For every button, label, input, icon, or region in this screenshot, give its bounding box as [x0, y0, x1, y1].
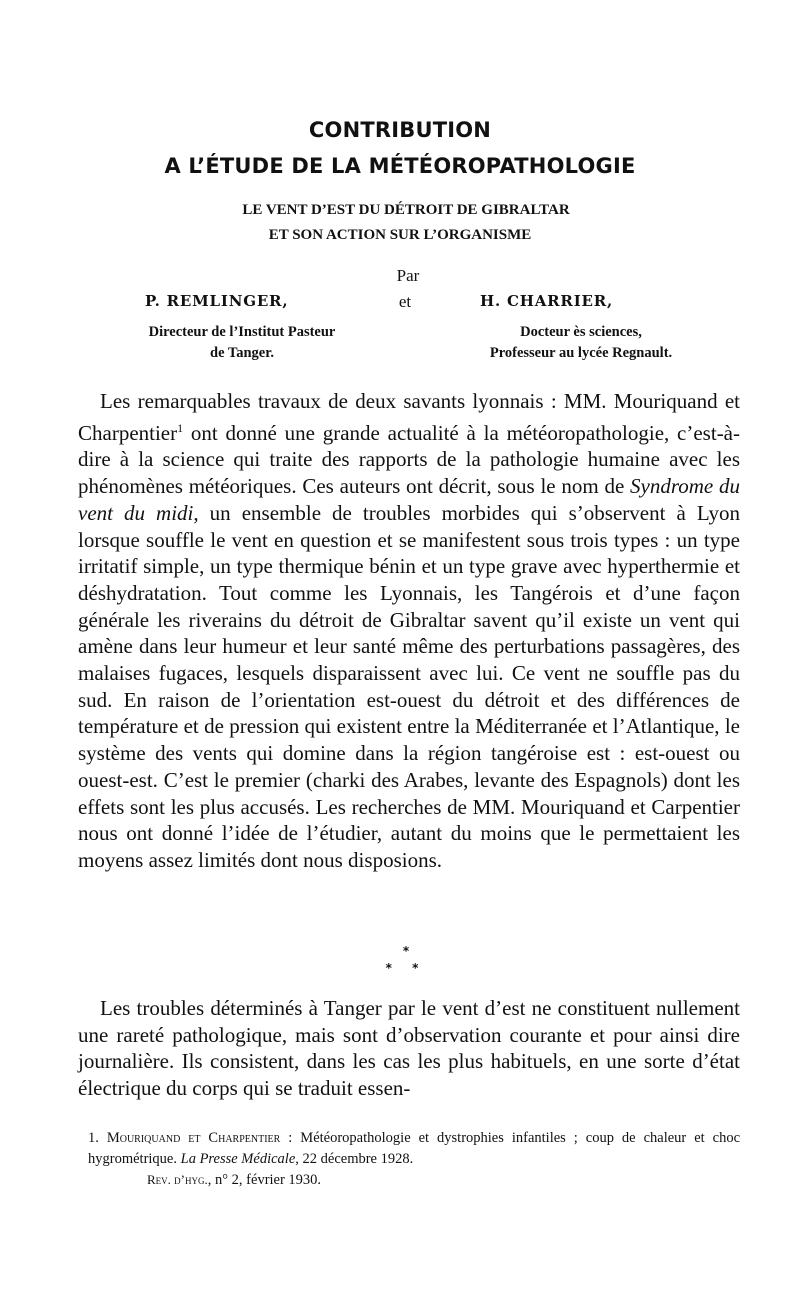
body-paragraph-1	[78, 388, 740, 874]
affiliation-line: Professeur au lycée Regnault.	[489, 345, 673, 361]
byline-et: et	[398, 292, 412, 311]
author-remlinger: P. REMLINGER,	[145, 292, 289, 310]
emphasized-term: Syndrome du vent du midi	[78, 474, 740, 525]
affiliation-line: Docteur ès sciences,	[520, 324, 642, 340]
article-title-line-2: A L’ÉTUDE DE LA MÉTÉOROPATHOLOGIE	[164, 154, 636, 178]
article-title-line-1: CONTRIBUTION	[308, 118, 492, 142]
footnote-text: : Météoropathologie et dystrophies infantiles ; coup de chaleur et choc hygrométrique.	[88, 1130, 741, 1167]
article-subtitle-line-1: LE VENT D’EST DU DÉTROIT DE GIBRALTAR	[242, 202, 570, 218]
affiliation-line: de Tanger.	[210, 345, 274, 361]
affiliation-line: Directeur de l’Institut Pasteur	[148, 324, 336, 340]
affiliation-remlinger	[110, 322, 374, 364]
footnote-reference[interactable]: 1	[177, 420, 184, 435]
footnote-text: , 22 décembre 1928.	[295, 1151, 414, 1167]
affiliation-charrier	[452, 322, 710, 364]
footnote	[88, 1128, 740, 1170]
footnote-journal: La Presse Médicale	[180, 1151, 296, 1167]
journal-signature-name: Rev. d’hyg.	[147, 1172, 208, 1187]
section-separator-top: *	[402, 944, 410, 958]
paragraph-text: ont donné une grande actualité à la météoropathologie, c’est-à-dire à la science qui traite des rapports de la pathologie humaine avec les phénomènes météoriques. Ces auteurs ont décrit, sous le nom de	[78, 420, 740, 499]
paragraph-text: Les remarquables travaux de deux savants lyonnais : MM. Mouriquand et Charpentier	[78, 389, 740, 445]
journal-signature-issue: , n° 2, février 1930.	[207, 1172, 322, 1188]
footnote-number: 1.	[88, 1130, 99, 1146]
byline-par: Par	[396, 266, 420, 285]
paragraph-text: , un ensemble de troubles morbides qui s’observent à Lyon lorsque souffle le vent en question et se manifestent sous trois types : un type irritatif simple, un type thermique bénin et un type grave avec hyperthermie et déshydratation. Tout comme les Lyonnais, les Tangérois et d’une façon générale les riverains du détroit de Gibraltar savent qu’il existe un vent qui amène dans leur humeur et leur santé même des perturbations passagères, des malaises fugaces, lesquels disparaissent avec lui. Ce vent ne souffle pas du sud. En raison de l’orientation est-ouest du détroit et des différences de température et de pression qui existent entre la Méditerranée et l’Atlantique, le système des vents qui domine dans la région tangéroise est : est-ouest ou ouest-est. C’est le premier (charki des Arabes, levante des Espagnols) dont les effets sont les plus accusés. Les recherches de MM. Mouriquand et Carpentier nous ont donné l’idée de l’étudier, autant du moins que le permettaient les moyens assez limités dont nous disposions.	[78, 500, 741, 872]
section-separator-bottom: * *	[385, 961, 427, 975]
body-paragraph-2: Les troubles déterminés à Tanger par le vent d’est ne constituent nullement une rareté pathologique, mais sont d’observation courante et pour ainsi dire journalière. Ils consistent, dans les cas les plus habituels, en une sorte d’état électrique du corps qui se traduit essen-	[78, 996, 740, 1101]
journal-signature	[147, 1172, 321, 1189]
author-charrier: H. CHARRIER,	[480, 292, 614, 310]
article-subtitle-line-2: ET SON ACTION SUR L’ORGANISME	[268, 227, 532, 243]
footnote-authors: Mouriquand et Charpentier	[106, 1130, 281, 1146]
